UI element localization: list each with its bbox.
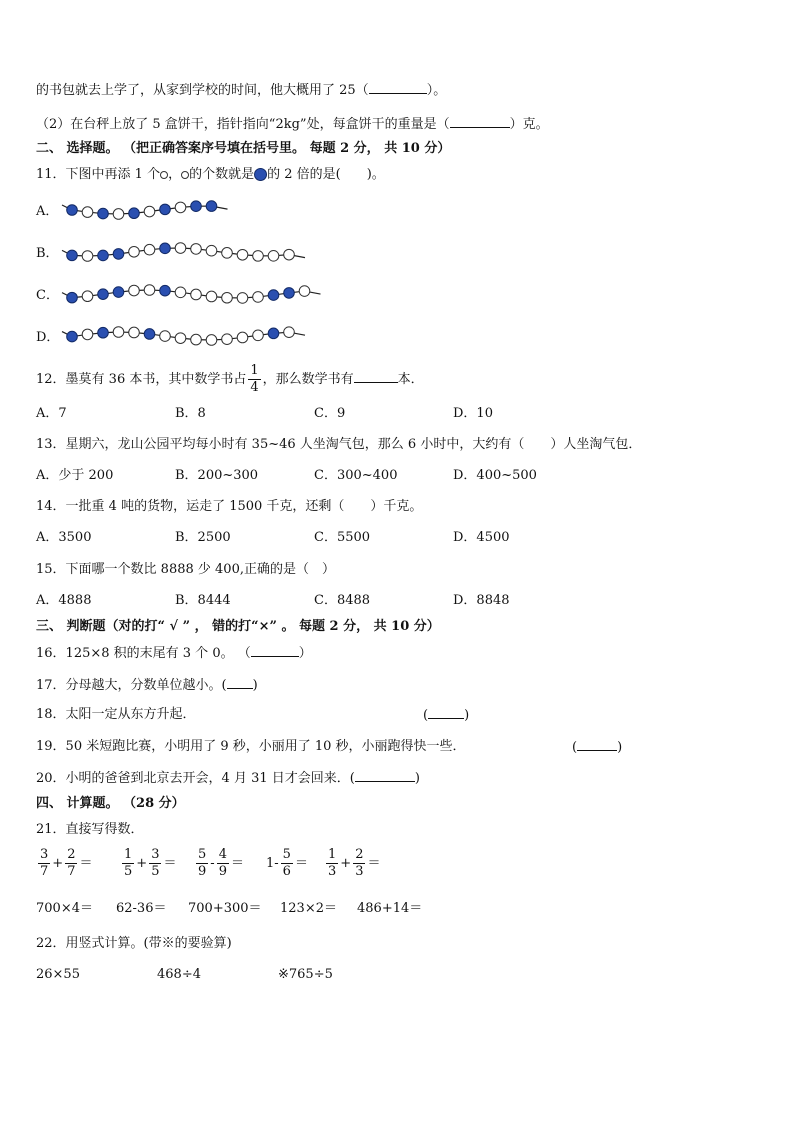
q13-option-d[interactable]: D．400~500 — [453, 468, 537, 483]
blue-bead-icon — [254, 168, 267, 181]
bead-string-a — [60, 196, 260, 226]
calc-item: 700×4＝ — [36, 901, 93, 916]
question-17: 17．分母越大，分数单位越小。( ) — [36, 678, 258, 693]
question-19: 19．50 米短跑比赛，小明用了 9 秒，小丽用了 10 秒，小丽跑得快一些． — [36, 739, 466, 754]
answer-blank[interactable] — [577, 738, 617, 751]
open-bead — [82, 291, 93, 302]
question-21-title: 21．直接写得数． — [36, 822, 144, 837]
blue-bead — [67, 250, 78, 261]
open-bead — [237, 293, 248, 304]
q13-option-c[interactable]: C．300~400 — [314, 468, 398, 483]
open-bead — [82, 251, 93, 262]
calc-item: 486+14＝ — [357, 901, 423, 916]
open-bead — [191, 289, 202, 300]
calc-item: 700+300＝ — [188, 901, 262, 916]
answer-blank[interactable] — [355, 769, 415, 782]
answer-blank[interactable] — [369, 81, 427, 94]
open-bead — [206, 245, 217, 256]
q12-option-c[interactable]: C．9 — [314, 406, 346, 421]
question-15: 15．下面哪一个数比 8888 少 400,正确的是（ ） — [36, 562, 335, 577]
q13-option-b[interactable]: B．200~300 — [175, 468, 259, 483]
open-bead — [175, 333, 186, 344]
q14-option-d[interactable]: D．4500 — [453, 530, 510, 545]
fraction-expression: 1- $\frac{5}{6}$ ＝ — [266, 847, 308, 879]
q13-option-a[interactable]: A．少于 200 — [36, 468, 114, 483]
open-bead — [175, 243, 186, 254]
vertical-calc-item: 26×55 — [36, 967, 80, 982]
open-bead — [82, 207, 93, 218]
q11-option-b-label[interactable]: B． — [36, 246, 59, 261]
blue-bead — [98, 327, 109, 338]
question-22-title: 22．用竖式计算。(带※的要验算) — [36, 936, 232, 951]
open-bead — [144, 285, 155, 296]
question-13: 13．星期六，龙山公园平均每小时有 35~46 人坐淘气包，那么 6 小时中，大约有（ ）人坐淘气包． — [36, 437, 642, 452]
open-bead-icon — [160, 171, 168, 179]
q15-option-b[interactable]: B．8444 — [175, 593, 231, 608]
answer-blank[interactable] — [251, 644, 299, 657]
open-bead — [237, 249, 248, 260]
open-bead — [129, 246, 140, 257]
calc-item: 123×2＝ — [280, 901, 337, 916]
prev-question-line-1: 的书包就去上学了，从家到学校的时间，他大概用了 25（ ）。 — [36, 83, 447, 98]
bead-string-d — [60, 322, 300, 352]
fraction-expression: $\frac{1}{5}$ + $\frac{3}{5}$ ＝ — [124, 847, 177, 879]
question-18: 18．太阳一定从东方升起． — [36, 707, 196, 722]
answer-blank[interactable] — [450, 115, 510, 128]
q14-option-b[interactable]: B．2500 — [175, 530, 231, 545]
blue-bead — [113, 249, 124, 260]
q19-answer-paren: ( ) — [572, 740, 623, 755]
q15-option-d[interactable]: D．8848 — [453, 593, 510, 608]
open-bead — [144, 244, 155, 255]
open-bead — [299, 286, 310, 297]
open-bead — [284, 249, 295, 260]
question-12: 12．墨莫有 36 本书，其中数学书占 $\frac{1}{4}$ ，那么数学书有 本． — [36, 363, 424, 395]
open-bead — [191, 334, 202, 345]
open-bead — [129, 327, 140, 338]
blue-bead — [67, 205, 78, 216]
q15-option-a[interactable]: A．4888 — [36, 593, 92, 608]
q11-option-a-label[interactable]: A． — [36, 204, 59, 219]
open-bead-icon — [181, 171, 189, 179]
blue-bead — [98, 208, 109, 219]
blue-bead — [113, 287, 124, 298]
open-bead — [206, 335, 217, 346]
open-bead — [113, 327, 124, 338]
blue-bead — [284, 288, 295, 299]
open-bead — [253, 251, 264, 262]
open-bead — [222, 334, 233, 345]
blue-bead — [67, 292, 78, 303]
fraction-expression: $\frac{3}{7}$ + $\frac{2}{7}$ ＝ — [40, 847, 93, 879]
vertical-calc-item: 468÷4 — [157, 967, 201, 982]
calc-item: 62-36＝ — [116, 901, 167, 916]
section-heading-judge: 三、 判断题（对的打“ √ ” ， 错的打“×” 。 每题 2 分， 共 10 分） — [36, 619, 440, 634]
blue-bead — [67, 331, 78, 342]
fraction-expression: $\frac{1}{3}$ + $\frac{2}{3}$ ＝ — [328, 847, 381, 879]
open-bead — [113, 209, 124, 220]
question-11: 11．下图中再添 1 个 ， 的个数就是 的 2 倍的是( )。 — [36, 167, 385, 182]
bead-string-b — [60, 238, 300, 268]
answer-blank[interactable] — [227, 676, 253, 689]
blue-bead — [160, 285, 171, 296]
q12-option-d[interactable]: D．10 — [453, 406, 493, 421]
section-heading-choice: 二、 选择题。 （把正确答案序号填在括号里。 每题 2 分， 共 10 分） — [36, 141, 451, 156]
open-bead — [268, 251, 279, 262]
blue-bead — [268, 290, 279, 301]
open-bead — [222, 292, 233, 303]
q12-option-b[interactable]: B．8 — [175, 406, 206, 421]
blue-bead — [160, 243, 171, 254]
blue-bead — [98, 289, 109, 300]
q15-option-c[interactable]: C．8488 — [314, 593, 371, 608]
open-bead — [206, 291, 217, 302]
blue-bead — [144, 329, 155, 340]
question-20: 20．小明的爸爸到北京去开会，4 月 31 日才会回来．( ) — [36, 771, 420, 786]
open-bead — [284, 327, 295, 338]
open-bead — [253, 330, 264, 341]
blue-bead — [191, 201, 202, 212]
open-bead — [144, 206, 155, 217]
open-bead — [129, 285, 140, 296]
fraction: $\frac{1}{4}$ — [250, 363, 259, 395]
open-bead — [82, 329, 93, 340]
q18-answer-paren: ( ) — [423, 708, 470, 723]
prev-question-line-2: （2）在台秤上放了 5 盒饼干，指针指向“2kg”处，每盒饼干的重量是（ ）克。 — [36, 117, 549, 132]
open-bead — [253, 292, 264, 303]
question-14: 14．一批重 4 吨的货物，运走了 1500 千克，还剩（ ）千克。 — [36, 499, 423, 514]
answer-blank[interactable] — [354, 370, 398, 383]
blue-bead — [268, 328, 279, 339]
bead-string-c — [60, 280, 300, 310]
open-bead — [160, 331, 171, 342]
open-bead — [222, 248, 233, 259]
q14-option-c[interactable]: C．5500 — [314, 530, 371, 545]
open-bead — [175, 202, 186, 213]
blue-bead — [206, 201, 217, 212]
blue-bead — [160, 204, 171, 215]
vertical-calc-item: ※765÷5 — [278, 967, 333, 982]
q14-option-a[interactable]: A．3500 — [36, 530, 92, 545]
question-16: 16．125×8 积的末尾有 3 个 0。 （ ） — [36, 646, 312, 661]
fraction-expression: $\frac{5}{9}$ - $\frac{4}{9}$ ＝ — [198, 847, 244, 879]
section-heading-calc: 四、 计算题。 （28 分） — [36, 796, 185, 811]
blue-bead — [129, 208, 140, 219]
q11-option-c-label[interactable]: C． — [36, 288, 59, 303]
open-bead — [191, 244, 202, 255]
blue-bead — [98, 250, 109, 261]
open-bead — [237, 332, 248, 343]
open-bead — [175, 287, 186, 298]
q12-option-a[interactable]: A．7 — [36, 406, 67, 421]
answer-blank[interactable] — [428, 706, 464, 719]
q11-option-d-label[interactable]: D． — [36, 330, 60, 345]
